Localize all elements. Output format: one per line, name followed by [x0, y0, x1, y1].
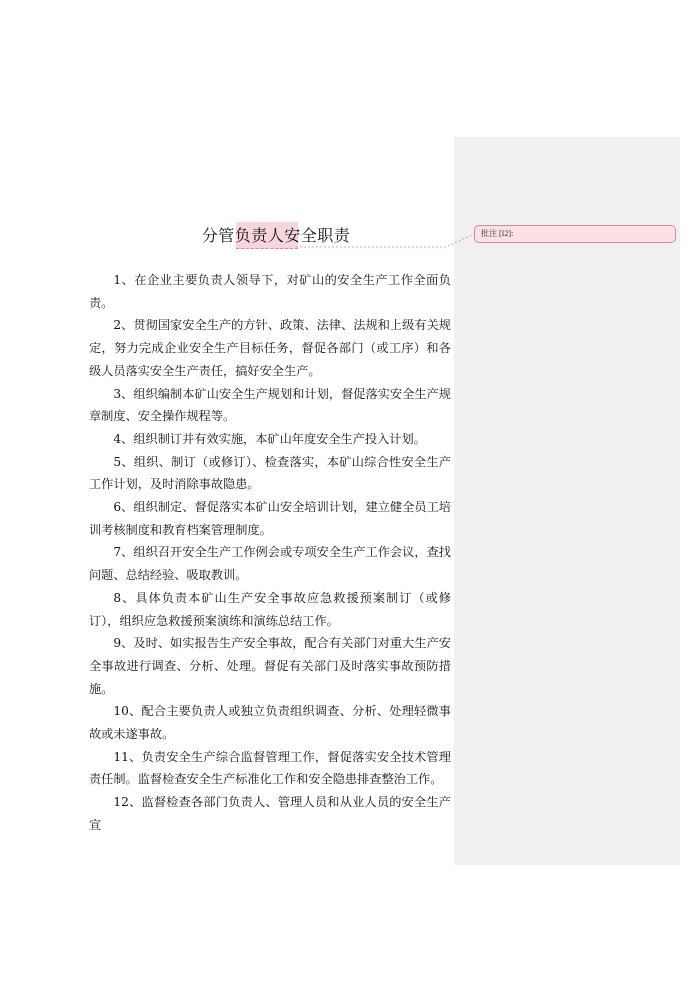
- paragraph-9: 9、及时、如实报告生产安全事故，配合有关部门对重大生产安全事故进行调查、分析、处理。督促有关部门及时落实事故预防措施。: [89, 636, 451, 696]
- paragraph-8: 8、具体负责本矿山生产安全事故应急救援预案制订（或修订），组织应急救援预案演练和演练总结工作。: [89, 590, 451, 628]
- paragraph-5: 5、组织、制订（或修订）、检查落实，本矿山综合性安全生产工作计划，及时消除事故隐患。: [89, 454, 451, 492]
- document-body: [89, 269, 451, 837]
- comment-balloon[interactable]: [474, 225, 676, 243]
- comment-pane: [454, 137, 680, 865]
- paragraph-12: 12、监督检查各部门负责人、管理人员和从业人员的安全生产宣: [89, 795, 451, 832]
- document-title: 分管负责人安全职责: [201, 226, 351, 245]
- paragraph-7: 7、组织召开安全生产工作例会或专项安全生产工作会议，查找问题、总结经验、吸取教训。: [89, 545, 451, 583]
- paragraph-6: 6、组织制定、督促落实本矿山安全培训计划，建立健全员工培训考核制度和教育档案管理制度。: [89, 500, 451, 537]
- paragraph-4: 4、组织制订并有效实施，本矿山年度安全生产投入计划。: [113, 431, 426, 446]
- paragraph-11: 11、负责安全生产综合监督管理工作，督促落实安全技术管理责任制。监督检查安全生产标准化工作和安全隐患排查整治工作。: [89, 749, 451, 787]
- paragraph-2: 2、贯彻国家安全生产的方针、政策、法律、法规和上级有关规定，努力完成企业安全生产目标任务，督促各部门（或工序）和各级人员落实安全生产责任，搞好安全生产。: [89, 318, 451, 378]
- comment-label: 批注 [I2]:: [481, 229, 514, 238]
- comment-connector-line: [296, 232, 476, 248]
- paragraph-1: 1、在企业主要负责人领导下，对矿山的安全生产工作全面负责。: [89, 273, 451, 310]
- paragraph-3: 3、组织编制本矿山安全生产规划和计划，督促落实安全生产规章制度、安全操作规程等。: [89, 386, 451, 424]
- paragraph-10: 10、配合主要负责人或独立负责组织调查、分析、处理轻微事故或未遂事故。: [89, 704, 451, 742]
